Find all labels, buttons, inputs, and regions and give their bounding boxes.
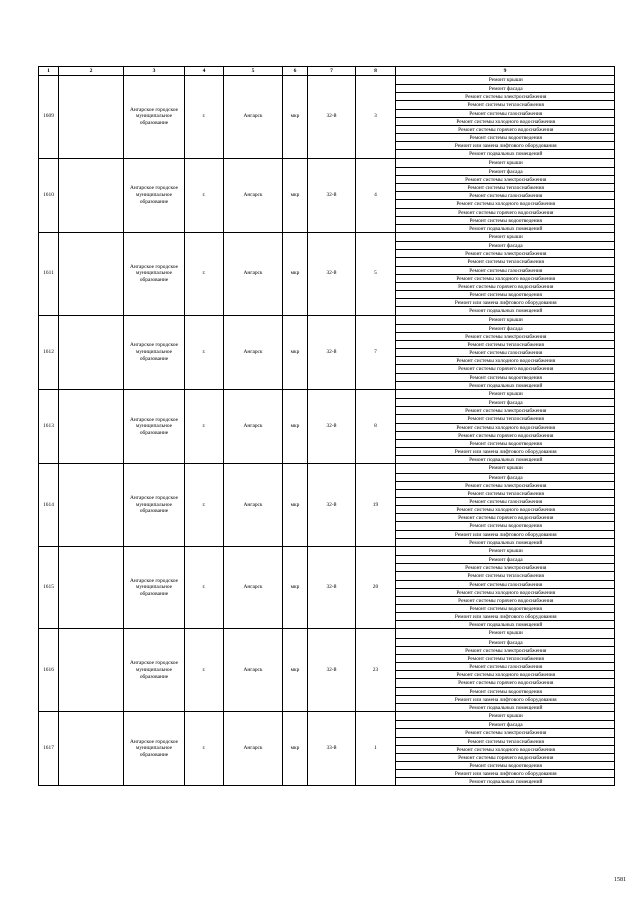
work-item: Ремонт подвальных помещений	[396, 149, 614, 157]
register-table	[38, 66, 615, 786]
col-3-header: 3	[124, 67, 185, 76]
work-item: Ремонт системы горячего водоснабжения	[396, 125, 614, 133]
street-type: мкр	[283, 232, 308, 315]
table-row	[39, 546, 615, 629]
work-item: Ремонт системы водоотведения	[396, 439, 614, 447]
col-4-header: 4	[185, 67, 224, 76]
table-row	[39, 389, 615, 463]
work-item: Ремонт системы электроснабжения	[396, 481, 614, 489]
table-row	[39, 315, 615, 389]
work-item: Ремонт системы газоснабжения	[396, 662, 614, 670]
work-item: Ремонт системы электроснабжения	[396, 728, 614, 736]
work-item: Ремонт крыши	[488, 316, 523, 323]
works-list	[396, 158, 615, 232]
works-list	[396, 76, 615, 159]
work-item: Ремонт системы газоснабжения	[396, 497, 614, 505]
municipality-name: Ангарское городское муниципальное образование	[124, 76, 185, 159]
work-item: Ремонт системы горячего водоснабжения	[396, 431, 614, 439]
works-list	[396, 546, 615, 629]
work-item: Ремонт фасада	[396, 555, 614, 563]
work-item: Ремонт системы водоотведения	[396, 373, 614, 381]
works-list	[396, 629, 615, 712]
col-6-header: 6	[283, 67, 308, 76]
row-number: 1611	[39, 232, 59, 315]
work-item: Ремонт или замена лифтового оборудования	[396, 612, 614, 620]
street-type: мкр	[283, 389, 308, 463]
work-item: Ремонт системы горячего водоснабжения	[396, 678, 614, 686]
work-item: Ремонт системы электроснабжения	[396, 406, 614, 414]
work-item: Ремонт системы теплоснабжения	[396, 340, 614, 348]
house-number: 7	[356, 315, 396, 389]
work-item: Ремонт крыши	[488, 547, 523, 554]
work-item: Ремонт подвальных помещений	[396, 703, 614, 711]
work-item: Ремонт фасада	[396, 473, 614, 481]
work-item: Ремонт системы холодного водоснабжения	[396, 745, 614, 753]
work-item: Ремонт системы водоотведения	[396, 216, 614, 224]
empty-cell	[59, 232, 124, 315]
work-item: Ремонт фасада	[396, 324, 614, 332]
settlement-type: г.	[185, 158, 224, 232]
table-row	[39, 464, 615, 547]
settlement-name: Ангарск	[224, 232, 283, 315]
work-item: Ремонт системы электроснабжения	[396, 563, 614, 571]
work-item: Ремонт системы электроснабжения	[396, 175, 614, 183]
work-item: Ремонт системы водоотведения	[396, 133, 614, 141]
work-item: Ремонт системы горячего водоснабжения	[396, 208, 614, 216]
work-item: Ремонт системы электроснабжения	[396, 92, 614, 100]
col-7-header: 7	[308, 67, 356, 76]
street-name: 32-й	[308, 315, 356, 389]
empty-cell	[59, 158, 124, 232]
house-number: 3	[356, 76, 396, 159]
settlement-type: г.	[185, 629, 224, 712]
work-item: Ремонт системы холодного водоснабжения	[396, 199, 614, 207]
work-item: Ремонт системы водоотведения	[396, 761, 614, 769]
works-list	[396, 315, 615, 389]
street-name: 32-й	[308, 629, 356, 712]
work-item: Ремонт фасада	[396, 241, 614, 249]
empty-cell	[59, 546, 124, 629]
work-item: Ремонт подвальных помещений	[396, 306, 614, 314]
empty-cell	[59, 464, 124, 547]
settlement-type: г.	[185, 464, 224, 547]
table-body	[39, 76, 615, 786]
table-header	[39, 67, 615, 76]
work-item: Ремонт крыши	[488, 630, 523, 637]
work-item: Ремонт крыши	[488, 159, 523, 166]
empty-cell	[59, 629, 124, 712]
work-item: Ремонт системы холодного водоснабжения	[396, 505, 614, 513]
col-2-header: 2	[59, 67, 124, 76]
work-item: Ремонт подвальных помещений	[396, 381, 614, 389]
work-item: Ремонт подвальных помещений	[396, 620, 614, 628]
page-number: 1581	[614, 877, 626, 883]
house-number: 23	[356, 629, 396, 712]
street-type: мкр	[283, 315, 308, 389]
settlement-type: г.	[185, 546, 224, 629]
work-item: Ремонт системы газоснабжения	[396, 191, 614, 199]
work-item: Ремонт системы электроснабжения	[396, 646, 614, 654]
row-number: 1617	[39, 712, 59, 786]
work-item: Ремонт фасада	[396, 84, 614, 92]
settlement-type: г.	[185, 389, 224, 463]
settlement-name: Ангарск	[224, 464, 283, 547]
street-name: 32-й	[308, 232, 356, 315]
work-item: Ремонт системы теплоснабжения	[396, 571, 614, 579]
work-item: Ремонт системы холодного водоснабжения	[396, 117, 614, 125]
works-list	[396, 464, 615, 547]
work-item: Ремонт системы газоснабжения	[396, 266, 614, 274]
work-item: Ремонт системы водоотведения	[396, 521, 614, 529]
work-item: Ремонт системы холодного водоснабжения	[396, 356, 614, 364]
municipality-name: Ангарское городское муниципальное образование	[124, 389, 185, 463]
work-item: Ремонт фасада	[396, 167, 614, 175]
work-item: Ремонт подвальных помещений	[396, 455, 614, 463]
work-item: Ремонт системы горячего водоснабжения	[396, 364, 614, 372]
col-8-header: 8	[356, 67, 396, 76]
work-item: Ремонт системы водоотведения	[396, 687, 614, 695]
street-name: 32-й	[308, 76, 356, 159]
house-number: 4	[356, 158, 396, 232]
work-item: Ремонт крыши	[488, 233, 523, 240]
work-item: Ремонт системы электроснабжения	[396, 332, 614, 340]
work-item: Ремонт крыши	[488, 77, 523, 83]
house-number: 5	[356, 232, 396, 315]
house-number: 1	[356, 712, 396, 786]
work-item: Ремонт системы теплоснабжения	[396, 183, 614, 191]
empty-cell	[59, 76, 124, 159]
row-number: 1609	[39, 76, 59, 159]
work-item: Ремонт системы горячего водоснабжения	[396, 513, 614, 521]
works-list	[396, 712, 615, 786]
street-name: 33-й	[308, 712, 356, 786]
table-row	[39, 629, 615, 712]
municipality-name: Ангарское городское муниципальное образование	[124, 712, 185, 786]
col-1-header: 1	[39, 67, 59, 76]
work-item: Ремонт системы водоотведения	[396, 604, 614, 612]
works-list	[396, 389, 615, 463]
municipality-name: Ангарское городское муниципальное образование	[124, 629, 185, 712]
street-type: мкр	[283, 546, 308, 629]
row-number: 1613	[39, 389, 59, 463]
street-type: мкр	[283, 712, 308, 786]
house-number: 8	[356, 389, 396, 463]
table-row	[39, 76, 615, 159]
row-number: 1614	[39, 464, 59, 547]
work-item: Ремонт системы теплоснабжения	[396, 100, 614, 108]
empty-cell	[59, 712, 124, 786]
settlement-name: Ангарск	[224, 158, 283, 232]
municipality-name: Ангарское городское муниципальное образование	[124, 315, 185, 389]
table-row	[39, 232, 615, 315]
work-item: Ремонт крыши	[488, 465, 523, 472]
work-item: Ремонт системы теплоснабжения	[396, 489, 614, 497]
work-item: Ремонт или замена лифтового оборудования	[396, 695, 614, 703]
work-item: Ремонт подвальных помещений	[396, 777, 614, 785]
street-type: мкр	[283, 464, 308, 547]
settlement-type: г.	[185, 315, 224, 389]
work-item: Ремонт подвальных помещений	[396, 538, 614, 546]
work-item: Ремонт подвальных помещений	[396, 224, 614, 232]
work-item: Ремонт фасада	[396, 720, 614, 728]
row-number: 1612	[39, 315, 59, 389]
work-item: Ремонт фасада	[396, 638, 614, 646]
settlement-type: г.	[185, 76, 224, 159]
work-item: Ремонт системы теплоснабжения	[396, 414, 614, 422]
street-type: мкр	[283, 76, 308, 159]
work-item: Ремонт системы теплоснабжения	[396, 257, 614, 265]
row-number: 1610	[39, 158, 59, 232]
street-name: 32-й	[308, 158, 356, 232]
work-item: Ремонт или замена лифтового оборудования	[396, 530, 614, 538]
row-number: 1616	[39, 629, 59, 712]
table-row	[39, 158, 615, 232]
street-name: 32-й	[308, 464, 356, 547]
street-name: 32-й	[308, 389, 356, 463]
work-item: Ремонт или замена лифтового оборудования	[396, 769, 614, 777]
work-item: Ремонт системы холодного водоснабжения	[396, 423, 614, 431]
col-9-header: 9	[396, 67, 615, 76]
work-item: Ремонт фасада	[396, 398, 614, 406]
street-type: мкр	[283, 158, 308, 232]
work-item: Ремонт системы холодного водоснабжения	[396, 274, 614, 282]
col-5-header: 5	[224, 67, 283, 76]
work-item: Ремонт системы холодного водоснабжения	[396, 588, 614, 596]
work-item: Ремонт системы холодного водоснабжения	[396, 670, 614, 678]
work-item: Ремонт крыши	[488, 390, 523, 397]
work-item: Ремонт системы горячего водоснабжения	[396, 753, 614, 761]
work-item: Ремонт системы электроснабжения	[396, 249, 614, 257]
work-item: Ремонт системы теплоснабжения	[396, 654, 614, 662]
row-number: 1615	[39, 546, 59, 629]
works-list	[396, 232, 615, 315]
table-row	[39, 712, 615, 786]
work-item: Ремонт или замена лифтового оборудования	[396, 298, 614, 306]
settlement-type: г.	[185, 712, 224, 786]
work-item: Ремонт системы газоснабжения	[396, 109, 614, 117]
work-item: Ремонт или замена лифтового оборудования	[396, 447, 614, 455]
work-item: Ремонт системы газоснабжения	[396, 348, 614, 356]
house-number: 19	[356, 464, 396, 547]
settlement-name: Ангарск	[224, 546, 283, 629]
settlement-type: г.	[185, 232, 224, 315]
empty-cell	[59, 315, 124, 389]
work-item: Ремонт системы водоотведения	[396, 290, 614, 298]
work-item: Ремонт системы горячего водоснабжения	[396, 596, 614, 604]
settlement-name: Ангарск	[224, 315, 283, 389]
work-item: Ремонт или замена лифтового оборудования	[396, 141, 614, 149]
settlement-name: Ангарск	[224, 629, 283, 712]
house-number: 20	[356, 546, 396, 629]
settlement-name: Ангарск	[224, 76, 283, 159]
street-type: мкр	[283, 629, 308, 712]
work-item: Ремонт системы теплоснабжения	[396, 737, 614, 745]
work-item: Ремонт крыши	[488, 713, 523, 720]
street-name: 32-й	[308, 546, 356, 629]
settlement-name: Ангарск	[224, 389, 283, 463]
work-item: Ремонт системы горячего водоснабжения	[396, 282, 614, 290]
municipality-name: Ангарское городское муниципальное образование	[124, 232, 185, 315]
municipality-name: Ангарское городское муниципальное образование	[124, 546, 185, 629]
settlement-name: Ангарск	[224, 712, 283, 786]
empty-cell	[59, 389, 124, 463]
municipality-name: Ангарское городское муниципальное образование	[124, 464, 185, 547]
municipality-name: Ангарское городское муниципальное образование	[124, 158, 185, 232]
work-item: Ремонт системы газоснабжения	[396, 580, 614, 588]
